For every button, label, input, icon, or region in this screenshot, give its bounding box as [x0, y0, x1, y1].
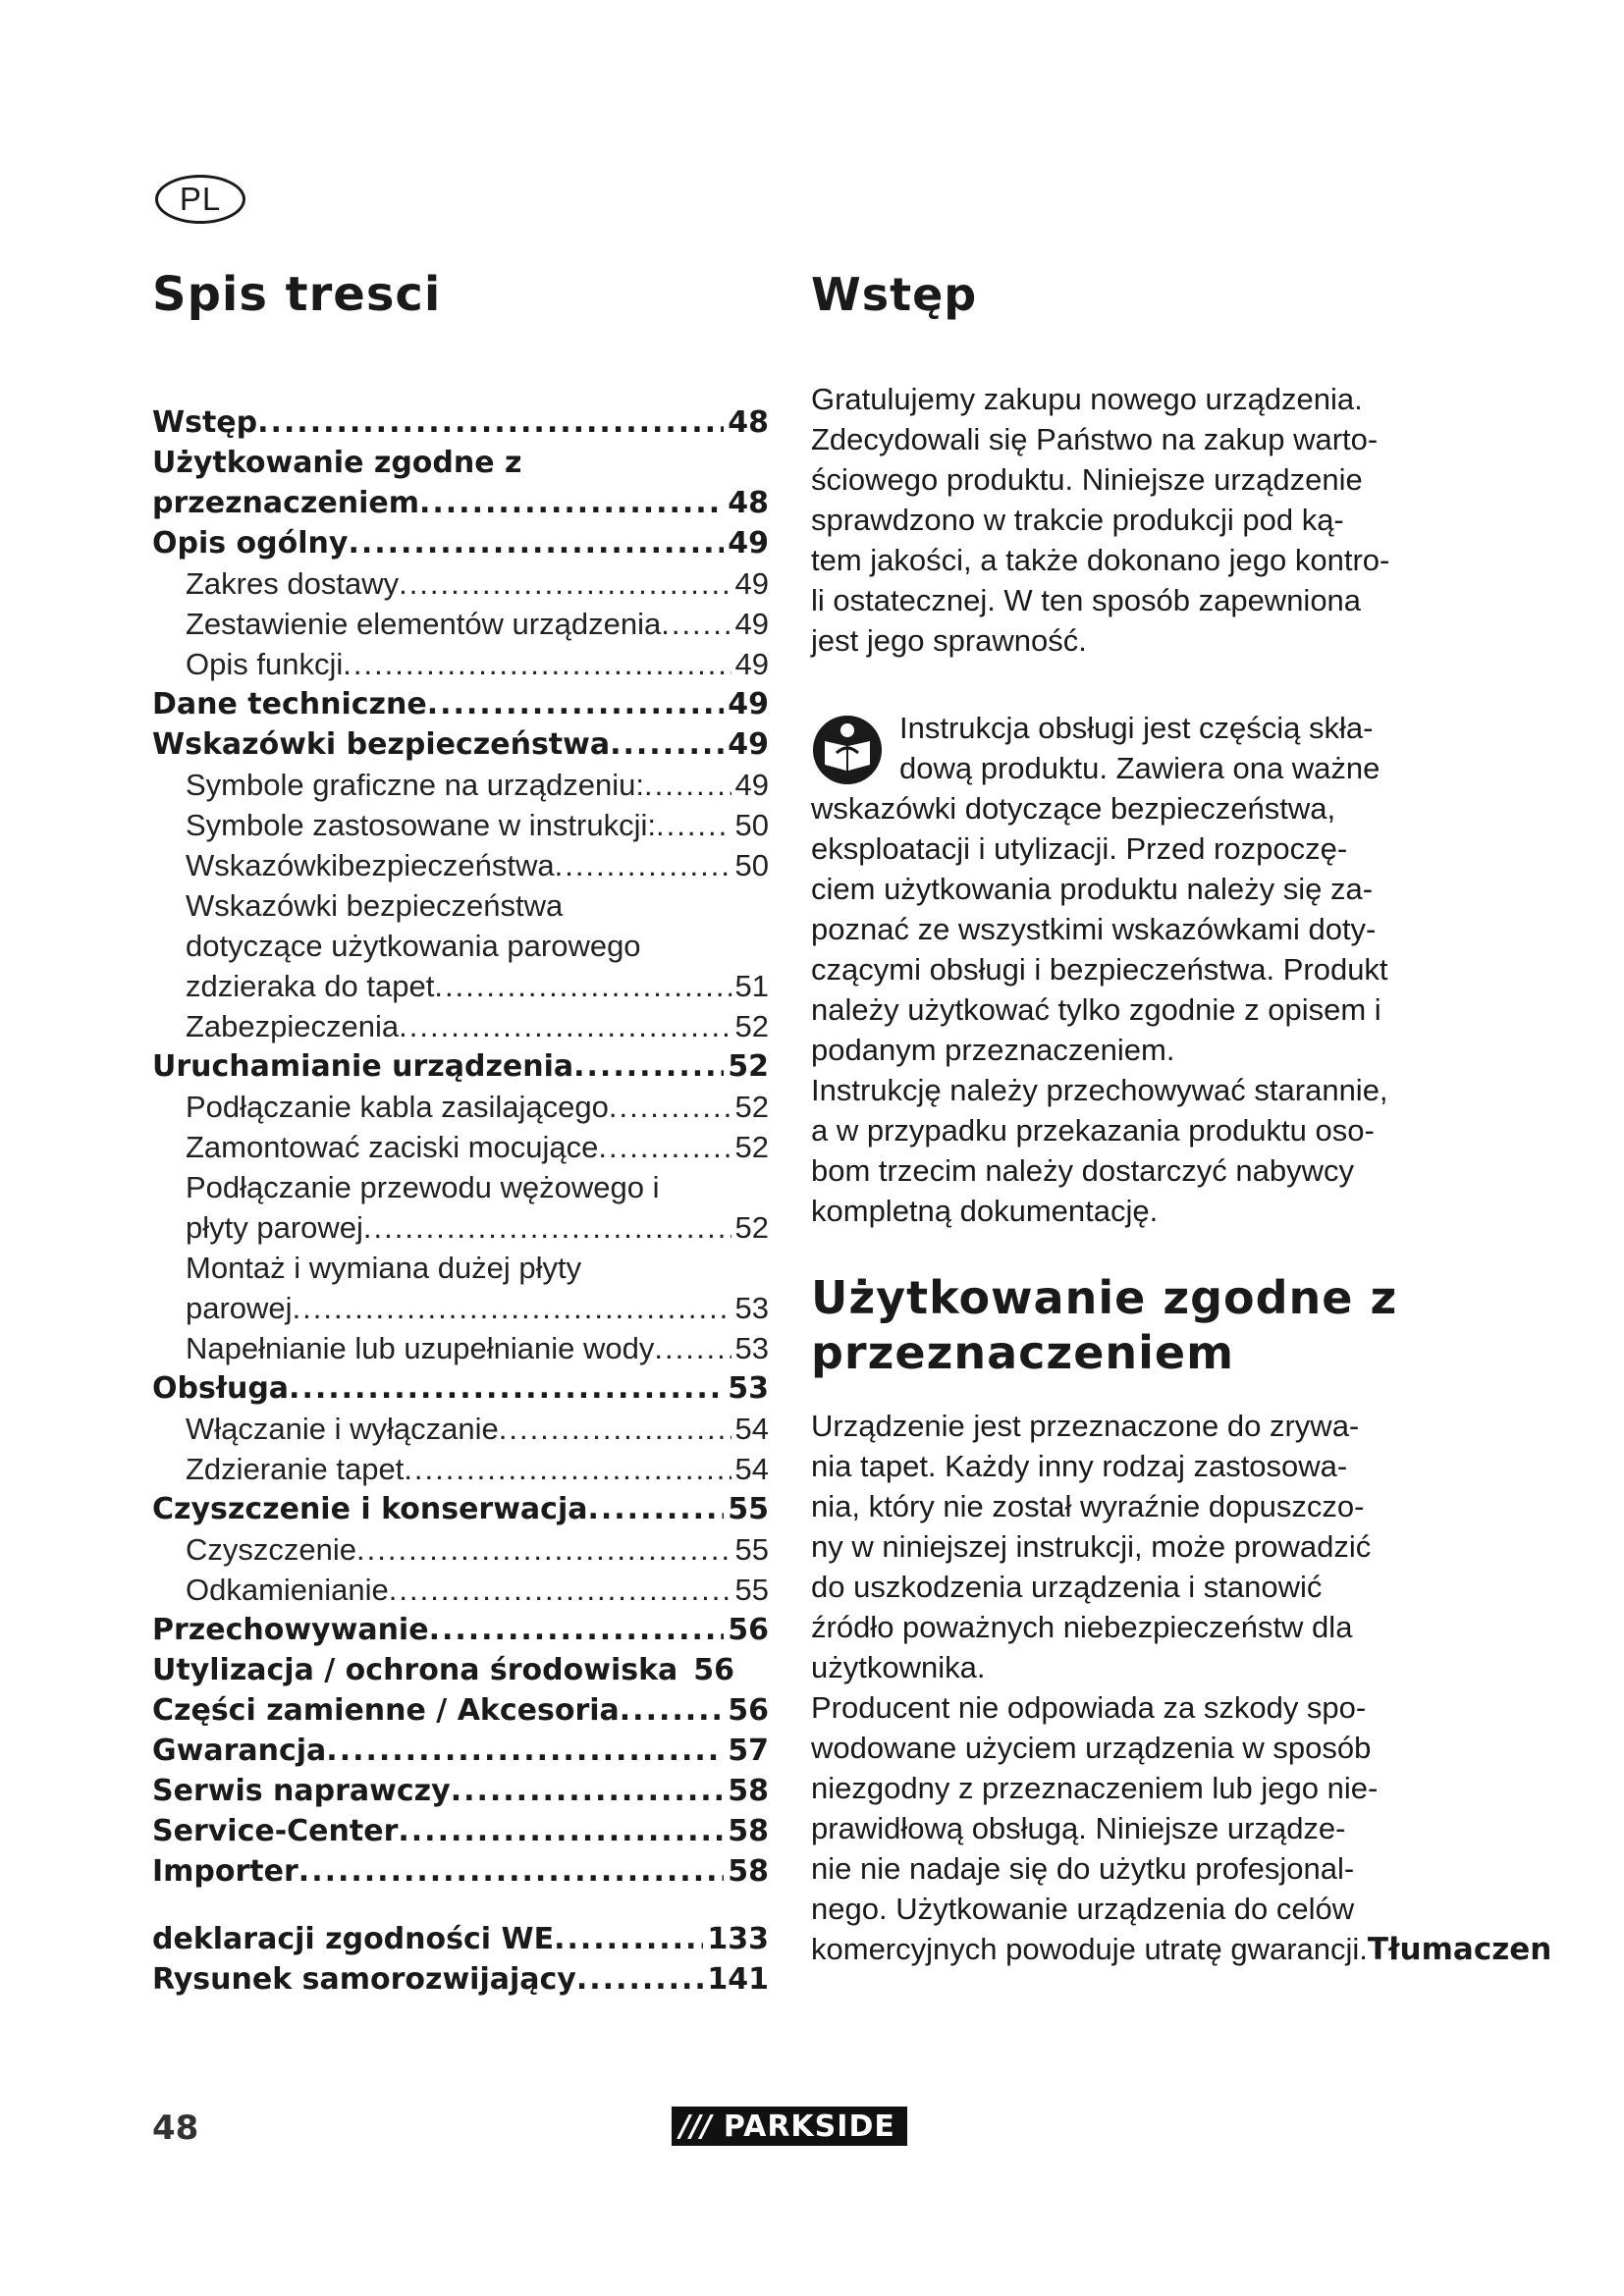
intended-use-last-text: komercyjnych powoduje utratę gwarancji. — [811, 1932, 1368, 1966]
toc-entry — [152, 1248, 769, 1288]
toc-entry-label: Montaż i wymiana dużej płyty — [186, 1251, 582, 1285]
toc-entry-page: 49 — [734, 768, 769, 802]
toc-entry-page: 49 — [734, 566, 769, 601]
toc-entry — [152, 1288, 769, 1328]
text-line: prawidłową obsługą. Niniejsze urządze- — [811, 1811, 1346, 1845]
toc-entry-page: 55 — [734, 1573, 769, 1607]
toc-entry — [152, 966, 769, 1006]
toc-entry-leader — [356, 1529, 731, 1570]
brand-logo — [672, 2107, 907, 2146]
toc-entry-page: 53 — [734, 1331, 769, 1365]
toc-entry — [152, 684, 769, 724]
toc-entry-page: 53 — [734, 1291, 769, 1325]
text-line: Instrukcję należy przechowywać starannie, — [811, 1073, 1388, 1107]
toc-entry-label: Importer — [152, 1854, 298, 1889]
toc-entry-page: 52 — [734, 1210, 769, 1245]
toc-entry — [152, 1570, 769, 1610]
toc-entry-label: Zabezpieczenia — [186, 1009, 400, 1043]
toc-entry-label: płyty parowej — [186, 1210, 363, 1245]
toc-entry-label: dotyczące użytkowania parowego — [186, 929, 641, 963]
toc-entry-label: przeznaczeniem — [152, 486, 419, 520]
toc-entry — [152, 1207, 769, 1248]
toc-entry-leader — [348, 523, 724, 563]
toc-entry-label: Wskazówki bezpieczeństwa — [186, 888, 564, 923]
toc-entry-leader — [398, 1811, 724, 1851]
toc-entry-leader — [429, 1610, 725, 1650]
toc-entry-leader — [610, 724, 724, 765]
text-line: wskazówki dotyczące bezpieczeństwa, — [811, 791, 1336, 826]
text-line: nego. Użytkowanie urządzenia do celów — [811, 1892, 1355, 1926]
toc-entry-label: Zamontować zaciski mocujące — [186, 1130, 599, 1164]
text-line: poznać ze wszystkimi wskazówkami doty- — [811, 912, 1377, 946]
intro-paragraph — [811, 379, 1449, 661]
text-line: Zdecydowali się Państwo na zakup warto- — [811, 422, 1379, 456]
toc-entry — [152, 523, 769, 563]
toc-entry-leader — [257, 402, 724, 443]
toc-entry-page: 52 — [734, 1090, 769, 1124]
toc-entry-page: 49 — [734, 647, 769, 681]
toc-entry-page: 56 — [728, 1613, 769, 1647]
toc-entry-leader — [598, 1127, 731, 1167]
toc-entry-leader — [289, 1368, 724, 1409]
toc-entry-label: Symbole graficzne na urządzeniu: — [186, 768, 644, 802]
toc-entry — [152, 1368, 769, 1409]
toc-entry-label: Utylizacja / ochrona środowiska — [152, 1653, 678, 1687]
intended-use-last-line — [811, 1929, 1552, 1970]
toc-entry — [152, 1959, 769, 2000]
toc-entry — [152, 1046, 769, 1087]
toc-entry-leader — [609, 1087, 731, 1127]
toc-entry — [152, 1610, 769, 1650]
toc-heading: Spis tresci — [152, 267, 442, 322]
toc-entry-leader — [451, 1771, 725, 1811]
toc-entry — [152, 604, 769, 644]
toc-entry-page: 49 — [728, 727, 769, 762]
toc-entry-page: 58 — [728, 1774, 769, 1808]
text-line: źródło poważnych niebezpieczeństw dla — [811, 1610, 1353, 1644]
toc-entry-leader — [587, 1489, 724, 1529]
toc-entry-label: Zdzieranie tapet — [186, 1452, 405, 1486]
toc-entry-label: zdzieraka do tapet — [186, 969, 435, 1003]
text-line: dową produktu. Zawiera ona ważne — [899, 751, 1380, 785]
toc-entry-leader — [656, 805, 731, 845]
toc-entry-label: Czyszczenie i konserwacja — [152, 1492, 588, 1526]
toc-entry — [152, 1811, 769, 1851]
text-line: kompletną dokumentację. — [811, 1194, 1159, 1228]
intended-use-heading — [811, 1270, 1449, 1380]
toc-entry-label: Części zamienne / Akcesoria — [152, 1693, 620, 1728]
text-line: Instrukcja obsługi jest częścią skła- — [899, 711, 1374, 745]
toc-entry — [152, 1328, 769, 1368]
toc-entry-label: Podłączanie kabla zasilającego — [186, 1090, 609, 1124]
page-number: 48 — [152, 2109, 199, 2148]
toc-entry-label: Gwarancja — [152, 1734, 327, 1768]
text-line: podanym przeznaczeniem. — [811, 1033, 1175, 1067]
toc-entry-label: Podłączanie przewodu wężowego i — [186, 1170, 660, 1204]
toc-entry — [152, 1529, 769, 1570]
toc-entry-page: 54 — [734, 1452, 769, 1486]
toc-entry-page: 133 — [707, 1922, 769, 1956]
text-line: a w przypadku przekazania produktu oso- — [811, 1113, 1375, 1148]
toc-entry-label: Opis funkcji — [186, 647, 344, 681]
brand-logo-mark: /// — [672, 2107, 720, 2146]
toc-entry-leader — [644, 765, 731, 805]
toc-entry-leader — [620, 1690, 724, 1731]
toc-entry — [152, 1087, 769, 1127]
toc-entry — [152, 724, 769, 765]
text-line: czącymi obsługi i bezpieczeństwa. Produkt — [811, 952, 1388, 987]
toc-entry-page: 57 — [728, 1734, 769, 1768]
toc-entry — [152, 644, 769, 684]
toc-entry-leader — [661, 604, 731, 644]
text-line: nia tapet. Każdy inny rodzaj zastosowa- — [811, 1449, 1348, 1483]
toc-entry-label: Uruchamianie urządzenia — [152, 1049, 574, 1084]
toc-entry-page: 56 — [728, 1693, 769, 1728]
text-line: sprawdzono w trakcie produkcji pod ką- — [811, 503, 1344, 537]
text-line: Producent nie odpowiada za szkody spo- — [811, 1690, 1367, 1725]
toc-entry-leader — [573, 1046, 724, 1087]
toc-entry-label: Włączanie i wyłączanie — [186, 1412, 499, 1446]
read-manual-icon — [811, 714, 884, 786]
toc-entry-leader — [343, 644, 731, 684]
toc-entry-page: 55 — [728, 1492, 769, 1526]
toc-entry-label: Serwis naprawczy — [152, 1774, 451, 1808]
toc-entry-page: 141 — [707, 1962, 769, 1997]
instruction-paragraph — [811, 708, 1449, 1231]
overflow-word: Tłumaczen — [1367, 1932, 1552, 1967]
toc-entry — [152, 1650, 769, 1690]
right-column — [811, 267, 1552, 1970]
intended-use-heading-line1: Użytkowanie zgodne z — [811, 1271, 1398, 1324]
text-line: użytkownika. — [811, 1650, 986, 1684]
toc-entry — [152, 1771, 769, 1811]
toc-entry-leader — [555, 845, 731, 885]
toc-entry-label: parowej — [186, 1291, 293, 1325]
toc-entry — [152, 1489, 769, 1529]
toc-entry-label: Odkamienianie — [186, 1573, 389, 1607]
toc-entry — [152, 1006, 769, 1046]
toc-entry — [152, 1919, 769, 1959]
language-badge-label: PL — [179, 181, 222, 217]
toc-entry-leader — [419, 483, 724, 523]
toc-entry-label: Service-Center — [152, 1814, 399, 1848]
toc-entry-leader — [389, 1570, 731, 1610]
toc-entry — [152, 402, 769, 443]
toc-entry-page: 54 — [734, 1412, 769, 1446]
language-badge — [155, 175, 245, 224]
text-line: ciem użytkowania produktu należy się za- — [811, 872, 1374, 906]
toc-entry — [152, 1731, 769, 1771]
instruction-note — [811, 708, 1449, 1231]
intro-heading: Wstęp — [811, 268, 978, 321]
toc-entry-label: Rysunek samorozwijający — [152, 1962, 576, 1997]
text-line: nia, który nie został wyraźnie dopuszczo- — [811, 1489, 1365, 1523]
toc-entry-leader — [554, 1919, 703, 1959]
intended-use-paragraph — [811, 1406, 1449, 1929]
toc-entry-leader — [427, 684, 725, 724]
toc-entry — [152, 1690, 769, 1731]
toc-entry-label: Czyszczenie — [186, 1532, 356, 1567]
toc-entry-page: 48 — [728, 405, 769, 440]
toc-entry-leader — [363, 1207, 731, 1248]
toc-entry-leader — [576, 1959, 704, 2000]
toc-entry-page: 52 — [734, 1130, 769, 1164]
toc-entry — [152, 1127, 769, 1167]
toc-entry-leader — [399, 563, 731, 604]
toc-entry-label: deklaracji zgodności WE — [152, 1922, 555, 1956]
text-line: do uszkodzenia urządzenia i stanowić — [811, 1570, 1323, 1604]
toc-entry-leader — [404, 1449, 731, 1489]
text-line: ny w niniejszej instrukcji, może prowadzić — [811, 1529, 1372, 1564]
toc-entry-page: 48 — [728, 486, 769, 520]
toc-entry-leader — [293, 1288, 731, 1328]
toc-entry-page: 53 — [728, 1371, 769, 1406]
toc-entry-page: 49 — [728, 687, 769, 721]
toc-entry — [152, 1449, 769, 1489]
toc-entry-label: Wskazówki bezpieczeństwa — [152, 727, 611, 762]
toc-entry-page: 56 — [693, 1653, 735, 1687]
text-line: nie nie nadaje się do użytku profesjonal- — [811, 1851, 1355, 1886]
toc-entry — [152, 443, 769, 483]
toc-entry-page: 49 — [734, 607, 769, 641]
text-line: należy użytkować tylko zgodnie z opisem i — [811, 992, 1381, 1027]
toc-entry — [152, 1851, 769, 1892]
text-line: niezgodny z przeznaczeniem lub jego nie- — [811, 1771, 1379, 1805]
toc-entry-page: 49 — [728, 526, 769, 561]
text-line: ściowego produktu. Niniejsze urządzenie — [811, 462, 1363, 497]
toc-entry-label: Wskazówkibezpieczeństwa — [186, 848, 555, 882]
toc-entry-label: Opis ogólny — [152, 526, 349, 561]
toc-entry — [152, 1409, 769, 1449]
toc-entry-page: 58 — [728, 1854, 769, 1889]
toc-entry-leader — [499, 1409, 731, 1449]
toc-entry — [152, 563, 769, 604]
toc-entry-leader — [654, 1328, 731, 1368]
text-line: wodowane użyciem urządzenia w sposób — [811, 1731, 1372, 1765]
brand-logo-name: PARKSIDE — [720, 2107, 907, 2146]
toc-entry-label: Dane techniczne — [152, 687, 427, 721]
toc-entry-label: Zestawienie elementów urządzenia — [186, 607, 662, 641]
table-of-contents — [152, 402, 769, 2000]
toc-entry-page: 55 — [734, 1532, 769, 1567]
toc-entry-label: Napełnianie lub uzupełnianie wody — [186, 1331, 655, 1365]
toc-entry-page: 52 — [734, 1009, 769, 1043]
toc-entry-label: Użytkowanie zgodne z — [152, 446, 522, 480]
toc-entry-leader — [399, 1006, 731, 1046]
text-line: jest jego sprawność. — [811, 623, 1087, 658]
toc-entry-label: Zakres dostawy — [186, 566, 400, 601]
text-line: tem jakości, a także dokonano jego kontro- — [811, 543, 1390, 577]
toc-entry-label: Przechowywanie — [152, 1613, 429, 1647]
toc-entry-label: Obsługa — [152, 1371, 290, 1406]
toc-entry-page: 50 — [734, 808, 769, 842]
toc-entry-page: 50 — [734, 848, 769, 882]
toc-entry-leader — [434, 966, 731, 1006]
toc-entry — [152, 765, 769, 805]
text-line: eksploatacji i utylizacji. Przed rozpoczę- — [811, 831, 1348, 866]
toc-entry-page: 58 — [728, 1814, 769, 1848]
toc-entry — [152, 845, 769, 885]
text-line: bom trzecim należy dostarczyć nabywcy — [811, 1153, 1355, 1188]
toc-entry-label: Wstęp — [152, 405, 258, 440]
toc-entry — [152, 926, 769, 966]
toc-entry — [152, 1167, 769, 1207]
toc-entry — [152, 483, 769, 523]
toc-entry-label: Symbole zastosowane w instrukcji: — [186, 808, 656, 842]
toc-entry — [152, 885, 769, 926]
toc-entry — [152, 805, 769, 845]
text-line: li ostatecznej. W ten sposób zapewniona — [811, 583, 1362, 617]
toc-entry-page: 51 — [734, 969, 769, 1003]
toc-entry-page: 52 — [728, 1049, 769, 1084]
toc-entry-leader — [326, 1731, 724, 1771]
text-line: Urządzenie jest przeznaczone do zrywa- — [811, 1409, 1360, 1443]
intended-use-heading-line2: przeznaczeniem — [811, 1326, 1235, 1379]
toc-entry-leader — [298, 1851, 724, 1892]
text-line: Gratulujemy zakupu nowego urządzenia. — [811, 382, 1363, 416]
